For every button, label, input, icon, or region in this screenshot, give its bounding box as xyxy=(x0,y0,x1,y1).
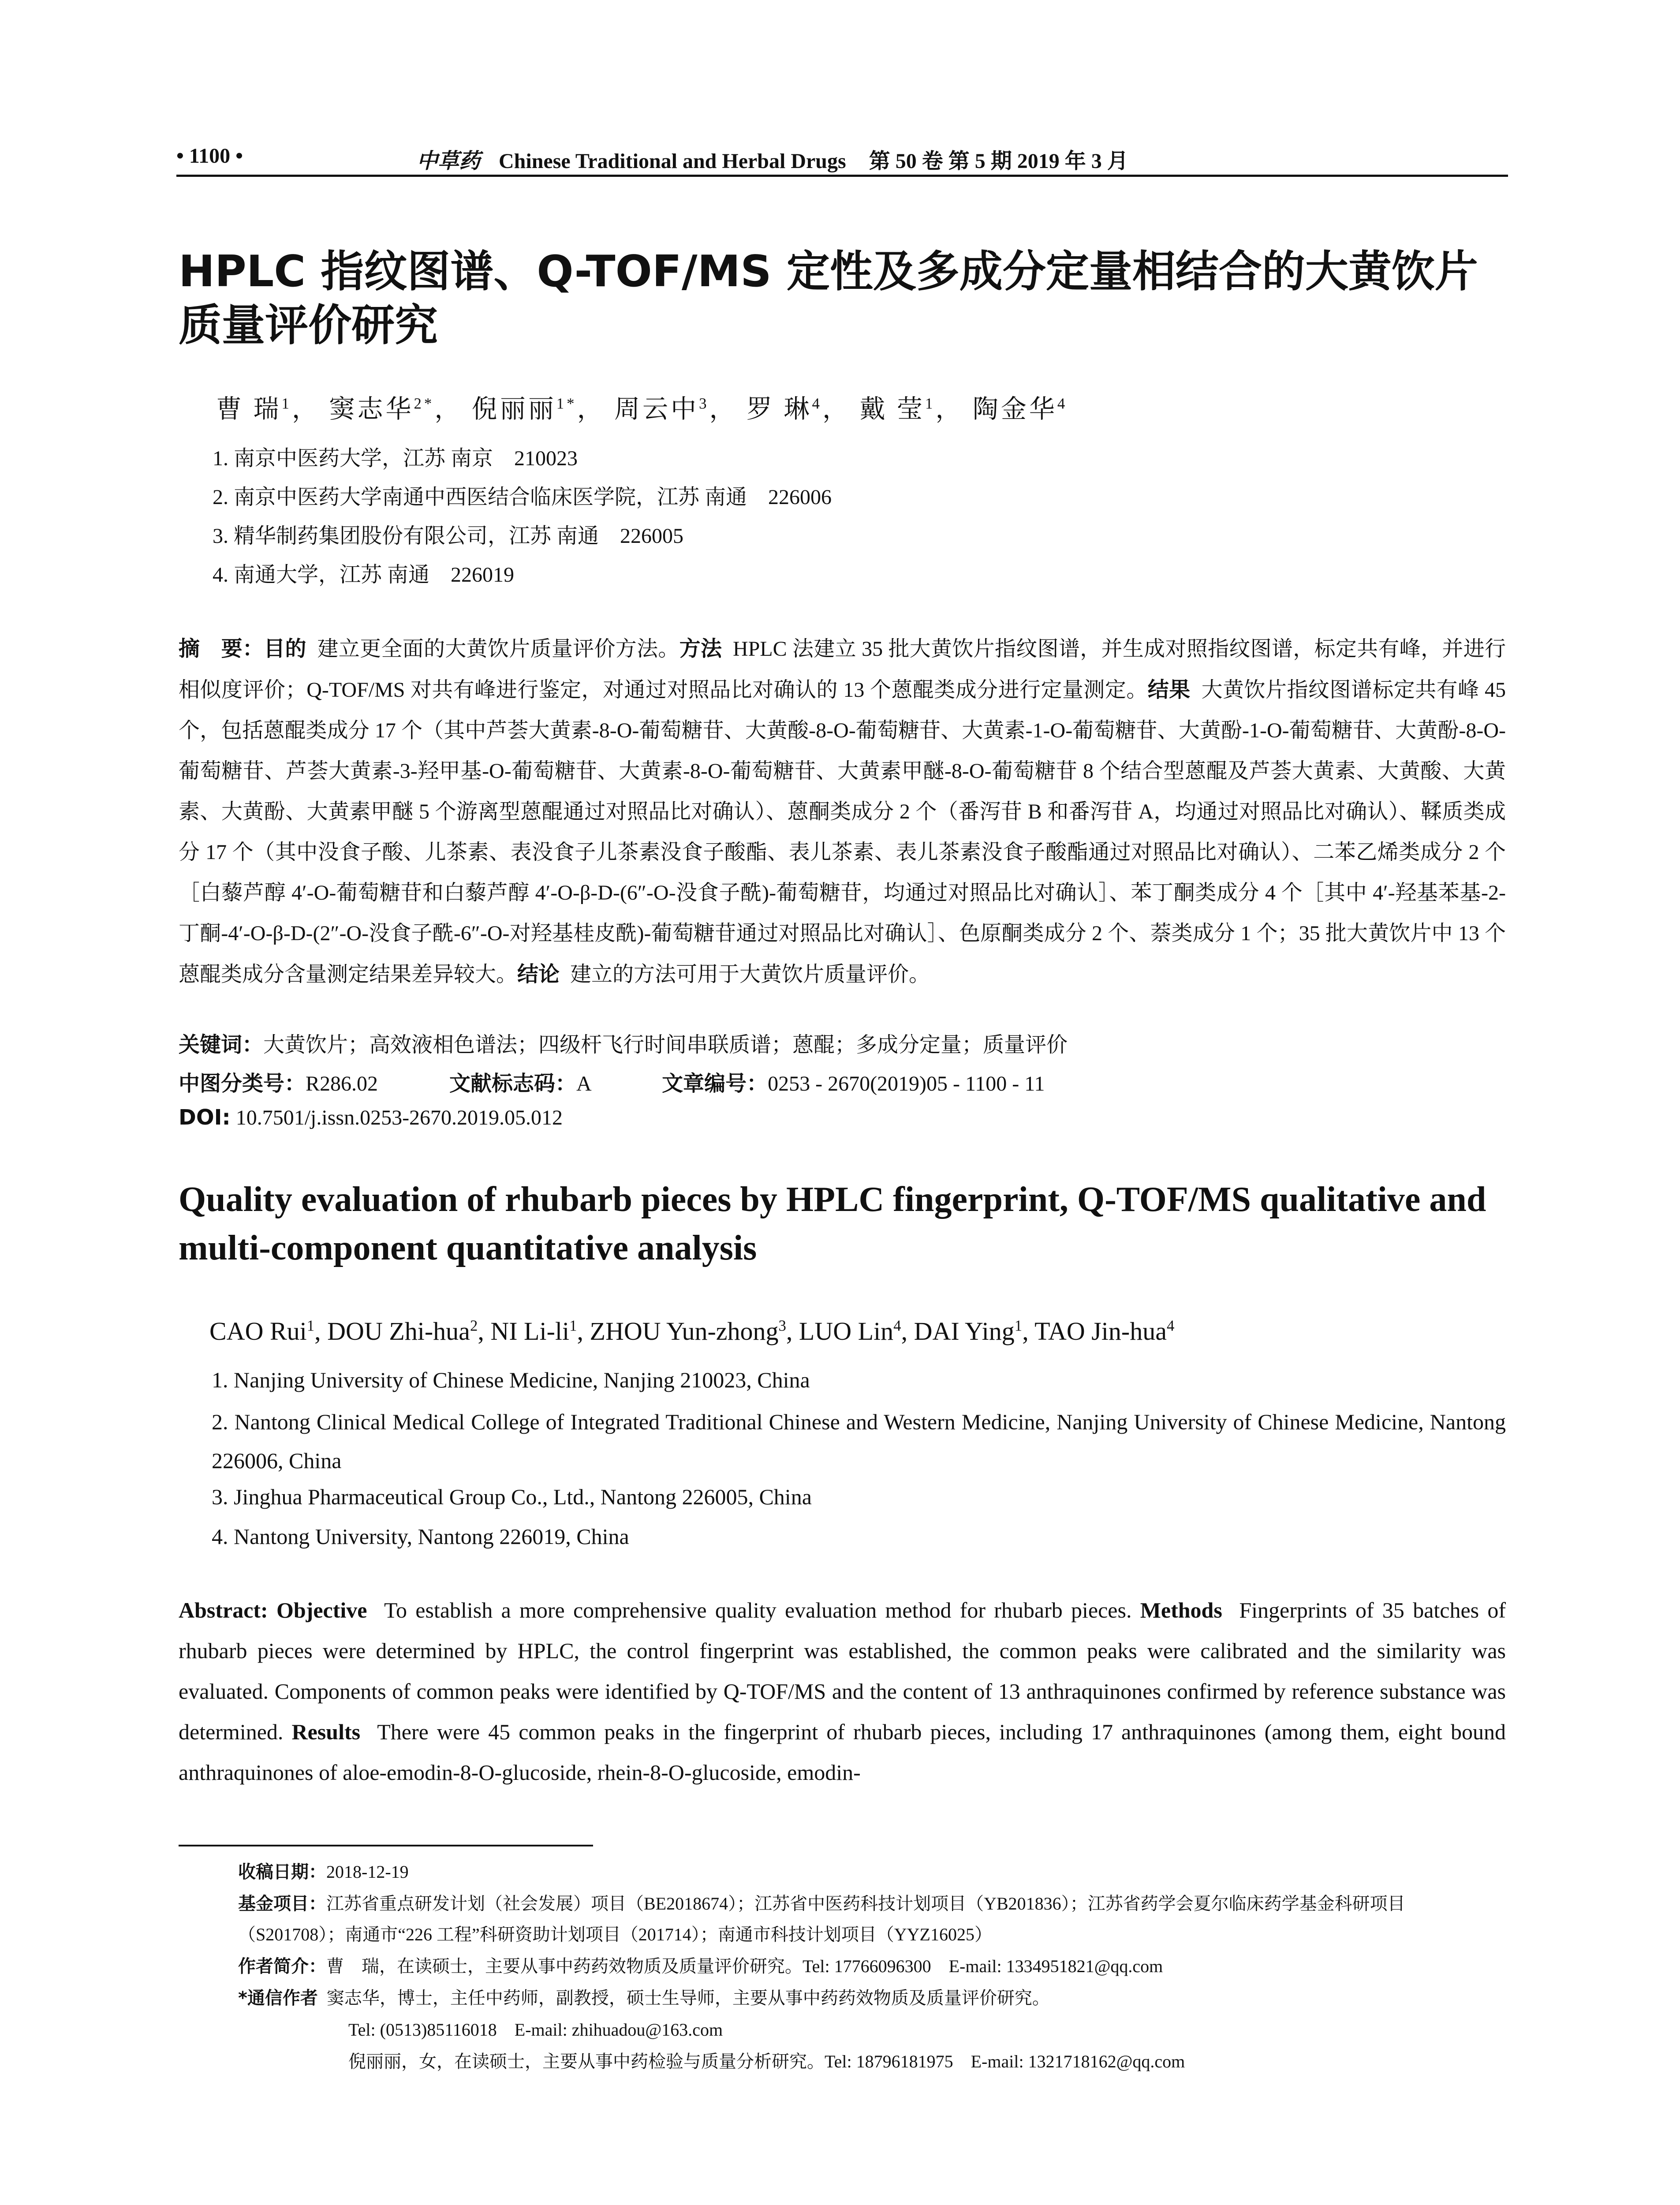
abstract-en: Abstract: Objective To establish a more comprehensive quality evaluation method for rhubarb pieces. Methods Fingerprints of 35 batches of rhubarb pieces were determined by HPLC, the control fingerprint was established, the common peaks were calibrated and the similarity was evaluated. Components of common peaks were identified by Q-TOF/MS and the content of 13 anthraquinones confirmed by reference substance was determined. Results There were 45 common peaks in the fingerprint of rhubarb pieces, including 17 anthraquinones (among them, eight bound anthraquinones of aloe-emodin-8-O-glucoside, rhein-8-O-glucoside, emodin- xyxy=(179,1598,1506,1785)
author-name: 陶金华 xyxy=(972,395,1057,423)
author-name: 曹 瑞 xyxy=(216,395,282,423)
author-list-en: CAO Rui$^1$, DOU Zhi-hua$^2$, NI $Li-li^1$, ZHOU Yun-zhong$^3$, LUO Lin$^4$, DAI Ying$^1$, TAO Jin-hua$^4$ xyxy=(209,1317,1175,1345)
affiliation-cn: 4. 南通大学，江苏 南通 226019 xyxy=(213,563,515,587)
journal-line xyxy=(417,144,1128,174)
author-list-cn: 曹 瑞$^1$， 窦志华$^{2*}$， 倪丽丽$^{1*}$， 周云中$^3$， 罗 琳$^4$， 戴 莹$^1$， 陶金华$^4$ xyxy=(216,395,1068,423)
affiliation-en: 1. Nanjing University of Chinese Medicine, Nanjing 210023, China xyxy=(212,1368,810,1392)
affiliation-cn: 3. 精华制药集团股份有限公司，江苏 南通 226005 xyxy=(213,524,684,548)
author-name: 周云中 xyxy=(614,395,699,423)
paper-title-en: Quality evaluation of rhubarb pieces by HPLC fingerprint, Q-TOF/MS qualitative and multi-component quantitative analysis xyxy=(179,1180,1486,1267)
affiliation-en: 4. Nantong University, Nantong 226019, China xyxy=(212,1524,629,1549)
keywords-cn: 关键词：大黄饮片；高效液相色谱法；四级杆飞行时间串联质谱；蒽醌；多成分定量；质量评价 xyxy=(179,1032,1068,1057)
author-name: 罗 琳 xyxy=(747,395,812,423)
doi-value[interactable]: 10.7501/j.issn.0253-2670.2019.05.012 xyxy=(235,1106,563,1129)
author-name: 倪丽丽 xyxy=(471,395,556,423)
corresponding-author: *通信作者 窦志华，博士，主任中药师，副教授，硕士生导师，主要从事中药药效物质及质量评价研究。 xyxy=(238,1988,1050,2008)
received-date: 收稿日期：2018-12-19 xyxy=(238,1862,409,1882)
author-name: 戴 莹 xyxy=(859,395,925,423)
running-header xyxy=(176,140,1508,177)
affiliation-cn: 1. 南京中医药大学，江苏 南京 210023 xyxy=(213,447,578,470)
abstract-cn: 摘 要：目的 建立更全面的大黄饮片质量评价方法。方法 HPLC 法建立 35 批大黄饮片指纹图谱，并生成对照指纹图谱，标定共有峰，并进行相似度评价；Q-TOF/MS 对共有峰进行鉴定，对通过对照品比对确认的 13 个蒽醌类成分进行定量测定。结果 大黄饮片指纹图谱标定共有峰 45 个，包括蒽醌类成分 17 个（其中芦荟大黄素-8-O-葡萄糖苷、大黄酸-8-O-葡萄糖苷、大黄素-1-O-葡萄糖苷、大黄酚-1-O-葡萄糖苷、大黄酚-8-O-葡萄糖苷、芦荟大黄素-3-羟甲基-O-葡萄糖苷、大黄素-8-O-葡萄糖苷、大黄素甲醚-8-O-葡萄糖苷 8 个结合型蒽醌及芦荟大黄素、大黄酸、大黄素、大黄酚、大黄素甲醚 5 个游离型蒽醌通过对照品比对确认）、蒽酮类成分 2 个（番泻苷 B 和番泻苷 A，均通过对照品比对确认）、鞣质类成分 17 个（其中没食子酸、儿茶素、表没食子儿茶素没食子酸酯、表儿茶素、表儿茶素没食子酸酯通过对照品比对确认）、二苯乙烯类成分 2 个［白藜芦醇 4′-O-葡萄糖苷和白藜芦醇 4′-O-β-D-(6″-O-没食子酰)-葡萄糖苷，均通过对照品比对确认］、苯丁酮类成分 4 个［其中 4′-羟基苯基-2-丁酮-4′-O-β-D-(2″-O-没食子酰-6″-O-对羟基桂皮酰)-葡萄糖苷通过对照品比对确认］、色原酮类成分 2 个、萘类成分 1 个；35 批大黄饮片中 13 个蒽醌类成分含量测定结果差异较大。结论 建立的方法可用于大黄饮片质量评价。 xyxy=(179,636,1506,987)
affiliation-en: 2. Nantong Clinical Medical College of Integrated Traditional Chinese and Western Medicine, Nanjing University of Chinese Medicine, Nantong 226006, China xyxy=(212,1409,1506,1473)
corresponding-author-2: 倪丽丽，女，在读硕士，主要从事中药检验与质量分析研究。Tel: 18796181975 E-mail: 1321718162@qq.com xyxy=(348,2052,1185,2071)
issue-info: 第 50 卷 第 5 期 2019 年 3 月 xyxy=(869,149,1128,173)
doi-line: DOI: 10.7501/j.issn.0253-2670.2019.05.012 xyxy=(179,1105,563,1130)
fund-info: 基金项目：江苏省重点研发计划（社会发展）项目（BE2018674）；江苏省中医药科技计划项目（YB201836）；江苏省药学会夏尔临床药学基金科研项目（S201708）；南通市“226 工程”科研资助计划项目（201714）；南通市科技计划项目（YYZ16025） xyxy=(238,1894,1405,1944)
author-bio: 作者简介：曹 瑞，在读硕士，主要从事中药药效物质及质量评价研究。Tel: 17766096300 E-mail: 1334951821@qq.com xyxy=(238,1956,1163,1977)
author-name: 窦志华 xyxy=(329,395,414,423)
footnote-divider xyxy=(179,1845,593,1846)
paper-title-cn: HPLC 指纹图谱、Q-TOF/MS 定性及多成分定量相结合的大黄饮片质量评价研究 xyxy=(179,247,1478,351)
journal-name-en: Chinese Traditional and Herbal Drugs xyxy=(499,149,846,173)
page-number: • 1100 • xyxy=(176,144,243,168)
affiliation-en: 3. Jinghua Pharmaceutical Group Co., Ltd., Nantong 226005, China xyxy=(212,1484,812,1509)
corresponding-contact: Tel: (0513)85116018 E-mail: zhihuadou@163.com xyxy=(348,2020,723,2040)
classification-line: 中图分类号：R286.02 文献标志码：A 文章编号：0253 - 2670(2019)05 - 1100 - 11 xyxy=(179,1071,1045,1096)
journal-name-cn: 中草药 xyxy=(417,149,481,173)
affiliation-cn: 2. 南京中医药大学南通中西医结合临床医学院，江苏 南通 226006 xyxy=(213,486,832,509)
